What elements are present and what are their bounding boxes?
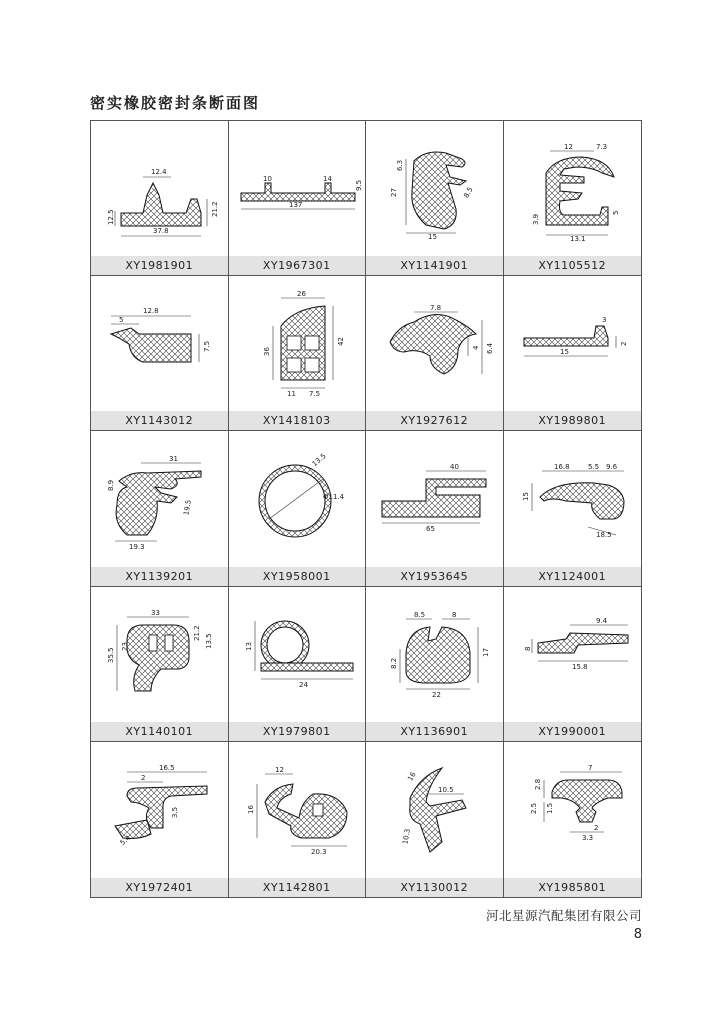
svg-text:65: 65 [426, 525, 435, 534]
svg-text:36: 36 [262, 347, 271, 357]
svg-text:15.8: 15.8 [571, 662, 588, 671]
svg-text:8.9: 8.9 [107, 480, 115, 492]
svg-text:6.3: 6.3 [396, 159, 404, 171]
profile-drawing [91, 587, 229, 723]
svg-text:3: 3 [601, 316, 606, 325]
svg-text:12.5: 12.5 [107, 209, 115, 225]
profile-drawing [229, 431, 367, 567]
profile-cell [366, 121, 504, 276]
profile-drawing [91, 276, 229, 412]
profile-code: XY1979801 [229, 722, 366, 741]
profile-cell [229, 276, 367, 431]
profile-drawing [366, 587, 504, 723]
profile-cell [91, 121, 229, 276]
svg-text:13.5: 13.5 [205, 633, 213, 649]
profile-drawing [366, 276, 504, 412]
profile-drawing [366, 431, 504, 567]
profile-cell [229, 587, 367, 742]
svg-text:7.3: 7.3 [595, 143, 607, 151]
profile-drawing [366, 121, 504, 257]
profile-code: XY1142801 [229, 878, 366, 897]
profile-code: XY1985801 [504, 878, 642, 897]
svg-text:21.2: 21.2 [211, 201, 219, 217]
svg-text:13.1: 13.1 [569, 235, 586, 243]
svg-text:19.3: 19.3 [129, 543, 145, 552]
svg-text:31: 31 [169, 455, 178, 464]
svg-text:10.3: 10.3 [401, 828, 412, 845]
svg-text:12.4: 12.4 [151, 168, 167, 176]
svg-text:7: 7 [587, 763, 592, 772]
profile-cell [229, 431, 367, 586]
svg-text:35.5: 35.5 [107, 647, 115, 663]
profile-cell [91, 276, 229, 431]
profile-code: XY1981901 [91, 256, 228, 275]
svg-text:8.5: 8.5 [462, 185, 475, 200]
profile-code: XY1989801 [504, 411, 642, 430]
svg-text:8: 8 [452, 610, 457, 619]
profile-drawing [366, 742, 504, 878]
svg-text:15: 15 [521, 492, 530, 502]
svg-text:137: 137 [288, 201, 302, 209]
profile-drawing [229, 587, 367, 723]
svg-text:2: 2 [141, 773, 146, 782]
svg-text:27: 27 [390, 188, 398, 197]
profile-drawing [229, 742, 367, 878]
svg-text:23: 23 [121, 641, 129, 651]
svg-text:15: 15 [428, 233, 437, 241]
profile-cell [366, 587, 504, 742]
profile-cell [91, 742, 229, 897]
svg-text:12.8: 12.8 [143, 307, 159, 316]
profile-code: XY1990001 [504, 722, 642, 741]
profile-cell [366, 742, 504, 897]
profile-drawing [91, 121, 229, 257]
svg-text:9.6: 9.6 [605, 463, 617, 472]
page-number: 8 [633, 927, 642, 942]
profile-drawing [504, 276, 642, 412]
svg-text:7.5: 7.5 [203, 341, 211, 353]
profile-cell [91, 431, 229, 586]
svg-text:2: 2 [593, 823, 598, 832]
profile-cell [229, 121, 367, 276]
profile-cell [366, 431, 504, 586]
svg-text:8.5: 8.5 [414, 610, 426, 619]
svg-text:9.4: 9.4 [595, 616, 607, 625]
profile-drawing [504, 431, 642, 567]
profile-drawing [229, 121, 367, 257]
profile-drawing [504, 121, 642, 257]
svg-text:18.5: 18.5 [595, 531, 612, 540]
profile-code: XY1140101 [91, 722, 228, 741]
profile-code: XY1967301 [229, 256, 366, 275]
profile-cell [504, 587, 642, 742]
profile-cell [504, 276, 642, 431]
profile-drawing [229, 276, 367, 412]
svg-text:8: 8 [523, 646, 532, 651]
profile-cell [504, 742, 642, 897]
svg-text:22: 22 [432, 690, 441, 699]
profile-code: XY1130012 [366, 878, 503, 897]
profile-code: XY1136901 [366, 722, 503, 741]
svg-text:16.5: 16.5 [159, 763, 175, 772]
svg-text:19.5: 19.5 [182, 499, 193, 517]
profile-code: XY1124001 [504, 567, 642, 586]
svg-text:10.5: 10.5 [438, 785, 454, 794]
svg-text:3.5: 3.5 [171, 806, 179, 818]
svg-text:24: 24 [298, 680, 308, 689]
svg-text:6.4: 6.4 [486, 343, 494, 355]
svg-text:8.2: 8.2 [390, 657, 398, 669]
svg-text:16: 16 [406, 770, 418, 783]
profile-drawing [504, 742, 642, 878]
profile-code: XY1141901 [366, 256, 503, 275]
profile-code: XY1139201 [91, 567, 228, 586]
svg-text:2: 2 [619, 341, 628, 347]
profile-code: XY1953645 [366, 567, 503, 586]
profile-code: XY1143012 [91, 411, 228, 430]
svg-text:15: 15 [559, 348, 569, 357]
svg-text:12: 12 [274, 765, 284, 774]
profile-cell [366, 276, 504, 431]
company-name: 河北星源汽配集团有限公司 [485, 908, 642, 923]
svg-text:21.2: 21.2 [193, 625, 201, 641]
svg-text:14: 14 [322, 175, 332, 183]
svg-text:42: 42 [336, 337, 345, 347]
svg-text:5: 5 [119, 316, 124, 325]
profile-code: XY1972401 [91, 878, 228, 897]
svg-text:16.8: 16.8 [553, 463, 570, 472]
svg-text:20.3: 20.3 [310, 847, 327, 856]
profile-code: XY1958001 [229, 567, 366, 586]
svg-text:5: 5 [611, 210, 620, 215]
profile-cell [504, 431, 642, 586]
svg-text:16: 16 [246, 804, 255, 814]
svg-text:13: 13 [244, 641, 253, 651]
svg-text:3.3: 3.3 [581, 833, 593, 842]
svg-text:37.8: 37.8 [153, 227, 169, 235]
profile-cell [229, 742, 367, 897]
svg-text:13.5: 13.5 [310, 452, 328, 469]
profile-cell [91, 587, 229, 742]
svg-text:7.8: 7.8 [430, 304, 442, 313]
profile-code: XY1927612 [366, 411, 503, 430]
svg-text:9.5: 9.5 [354, 179, 363, 191]
profile-drawing [91, 431, 229, 567]
svg-text:33: 33 [151, 608, 160, 617]
page-title: 密实橡胶密封条断面图 [90, 94, 261, 112]
svg-text:5.4: 5.4 [118, 833, 133, 847]
profile-code: XY1418103 [229, 411, 366, 430]
svg-text:4: 4 [472, 345, 480, 351]
svg-text:1.5: 1.5 [545, 802, 554, 814]
svg-text:Φ11.4: Φ11.4 [322, 493, 344, 502]
profile-cell [504, 121, 642, 276]
svg-text:26: 26 [296, 290, 306, 299]
svg-text:10: 10 [262, 175, 272, 183]
profile-grid [90, 120, 642, 898]
svg-text:2.5: 2.5 [529, 802, 538, 814]
svg-text:5.5: 5.5 [587, 463, 599, 472]
svg-text:17: 17 [482, 647, 490, 657]
profile-drawing [91, 742, 229, 878]
svg-text:40: 40 [450, 463, 459, 472]
svg-text:2.8: 2.8 [533, 778, 542, 790]
profile-drawing [504, 587, 642, 723]
svg-text:7.5: 7.5 [308, 390, 320, 399]
profile-code: XY1105512 [504, 256, 642, 275]
svg-text:11: 11 [286, 390, 296, 399]
svg-text:3.9: 3.9 [531, 213, 540, 225]
svg-text:12: 12 [563, 143, 573, 151]
